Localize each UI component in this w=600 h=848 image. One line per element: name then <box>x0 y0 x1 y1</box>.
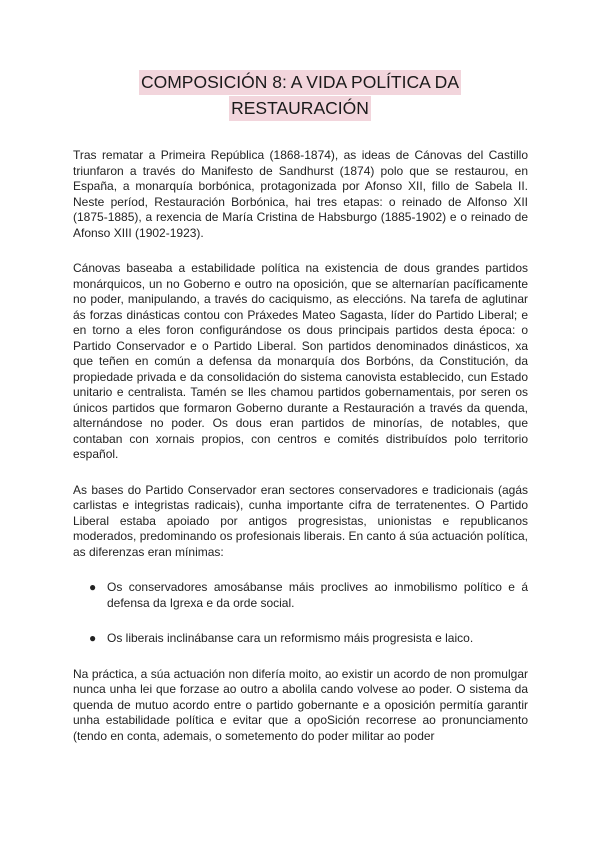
document-body <box>73 148 528 764</box>
list-item-text: Os conservadores amosábanse máis proclives ao inmobilismo político e á defensa da Igrexa e da orde social. <box>107 580 528 610</box>
document-title <box>0 70 600 122</box>
bullet-icon: ● <box>89 631 97 645</box>
paragraph-4: Na práctica, a súa actuación non difería moito, ao existir un acordo de non promulgar nunca unha lei que forzase ao outro a abolila cando volvese ao poder. O sistema da quenda de mutuo acordo entre o partido gobernante e a oposición permitía garantir unha estabilidade política e evitar que a opoSición recorrese ao pronunciamento (tendo en conta, ademais, o sometemento do poder militar ao poder <box>73 666 528 743</box>
title-line-2: RESTAURACIÓN <box>229 96 371 121</box>
title-line-1: COMPOSICIÓN 8: A VIDA POLÍTICA DA <box>139 70 461 95</box>
bullet-list <box>73 580 528 647</box>
paragraph-3: As bases do Partido Conservador eran sectores conservadores e tradicionais (agás carlistas e integristas radicais), cunha importante cifra de terratenentes. O Partido Liberal estaba apoiado por antigos progresistas, unionistas e republicanos moderados, predominando os profesionais liberais. En canto á súa actuación política, as diferenzas eran mínimas: <box>73 482 528 559</box>
paragraph-1: Tras rematar a Primeira República (1868-1874), as ideas de Cánovas del Castillo triunfaron a través do Manifesto de Sandhurst (1874) polo que se restaurou, en España, a monarquía borbónica, protagonizada por Afonso XII, fillo de Sabela II. Neste períod, Restauración Borbónica, hai tres etapas: o reinado de Alfonso XII (1875-1885), a rexencia de María Cristina de Habsburgo (1885-1902) e o reinado de Afonso XIII (1902-1923). <box>73 148 528 240</box>
bullet-icon: ● <box>89 580 97 594</box>
paragraph-2: Cánovas baseaba a estabilidade política na existencia de dous grandes partidos monárquicos, un no Goberno e outro na oposición, que se alternarían pacíficamente no poder, manipulando, a través do caciquismo, as eleccións. Na tarefa de aglutinar ás forzas dinásticas contou con Práxedes Mateo Sagasta, líder do Partido Liberal; e en torno a eles foron configurándose os dous principais partidos desta época: o Partido Conservador e o Partido Liberal. Son partidos denominados dinásticos, xa que teñen en común a defensa da monarquía dos Borbóns, da Constitución, da propiedade privada e da consolidación do sistema canovista establecido, cun Estado unitario e centralista. Tamén se lles chamou partidos gobernamentais, por seren os únicos partidos que formaron Goberno durante a Restauración a través da quenda, alternándose no poder. Os dous eran partidos de minorías, de notables, que contaban con xornais propios, con centros e comités distribuídos polo territorio español. <box>73 261 528 461</box>
list-item <box>89 631 528 647</box>
list-item-text: Os liberais inclinábanse cara un reformismo máis progresista e laico. <box>107 631 474 645</box>
list-item <box>89 580 528 611</box>
